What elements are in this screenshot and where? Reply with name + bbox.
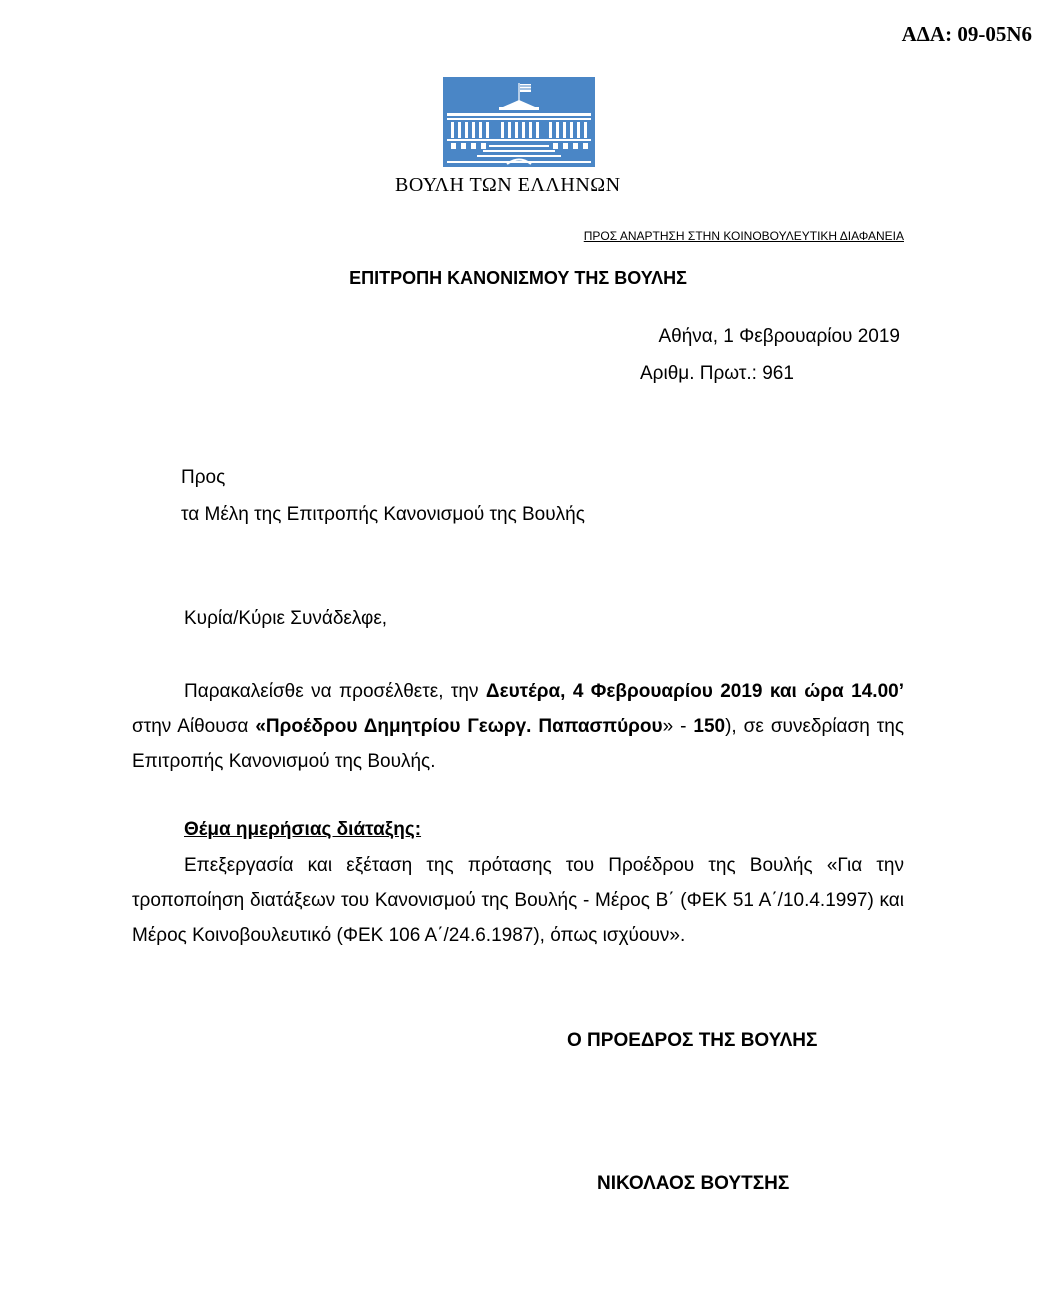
protocol-number: Αριθμ. Πρωτ.: 961: [640, 363, 794, 384]
invite-room: «Προέδρου Δημητρίου Γεωργ. Παπασπύρου: [255, 716, 663, 737]
invite-text-1: Παρακαλείσθε να προσέλθετε, την: [184, 681, 486, 702]
invite-text-2: στην Αίθουσα: [132, 716, 256, 737]
place-date: Αθήνα, 1 Φεβρουαρίου 2019: [658, 326, 900, 347]
invite-text-4: ), σε συνεδρίαση της Επιτροπής Κανονισμού της Βουλής.: [132, 716, 904, 772]
to-label: Προς: [181, 467, 226, 488]
transparency-note: ΠΡΟΣ ΑΝΑΡΤΗΣΗ ΣΤΗΝ ΚΟΙΝΟΒΟΥΛΕΥΤΙΚΗ ΔΙΑΦΑΝΕΙΑ: [583, 229, 904, 243]
parliament-building-icon: [443, 77, 595, 167]
signer-title: Ο ΠΡΟΕΔΡΟΣ ΤΗΣ ΒΟΥΛΗΣ: [567, 1030, 818, 1051]
invite-datetime: Δευτέρα, 4 Φεβρουαρίου 2019 και ώρα 14.00’: [485, 681, 904, 702]
committee-title: ΕΠΙΤΡΟΠΗ ΚΑΝΟΝΙΣΜΟΥ ΤΗΣ ΒΟΥΛΗΣ: [349, 268, 687, 288]
agenda-paragraph: Επεξεργασία και εξέταση της πρότασης του Προέδρου της Βουλής «Για την τροποποίηση διατάξεων του Κανονισμού της Βουλής - Μέρος Β΄ (ΦΕΚ 51 Α΄/10.4.1997) και Μέρος Κοινοβουλευτικό (ΦΕΚ 106 Α΄/24.6.1987), όπως ισχύουν».: [132, 855, 904, 946]
ada-code: ΑΔΑ: 09-05Ν6: [901, 22, 1032, 46]
invite-text-3: » -: [662, 716, 694, 737]
parliament-logo: [443, 77, 595, 167]
recipients: τα Μέλη της Επιτροπής Κανονισμού της Βουλής: [181, 504, 585, 525]
agenda-title: Θέμα ημερήσιας διάταξης:: [184, 819, 422, 840]
parliament-name: ΒΟΥΛΗ ΤΩΝ ΕΛΛΗΝΩΝ: [395, 174, 621, 196]
invitation-paragraph: [132, 674, 904, 779]
salutation: Κυρία/Κύριε Συνάδελφε,: [184, 608, 388, 629]
signer-name: ΝΙΚΟΛΑΟΣ ΒΟΥΤΣΗΣ: [597, 1173, 790, 1194]
invite-room-number: 150: [693, 716, 726, 737]
